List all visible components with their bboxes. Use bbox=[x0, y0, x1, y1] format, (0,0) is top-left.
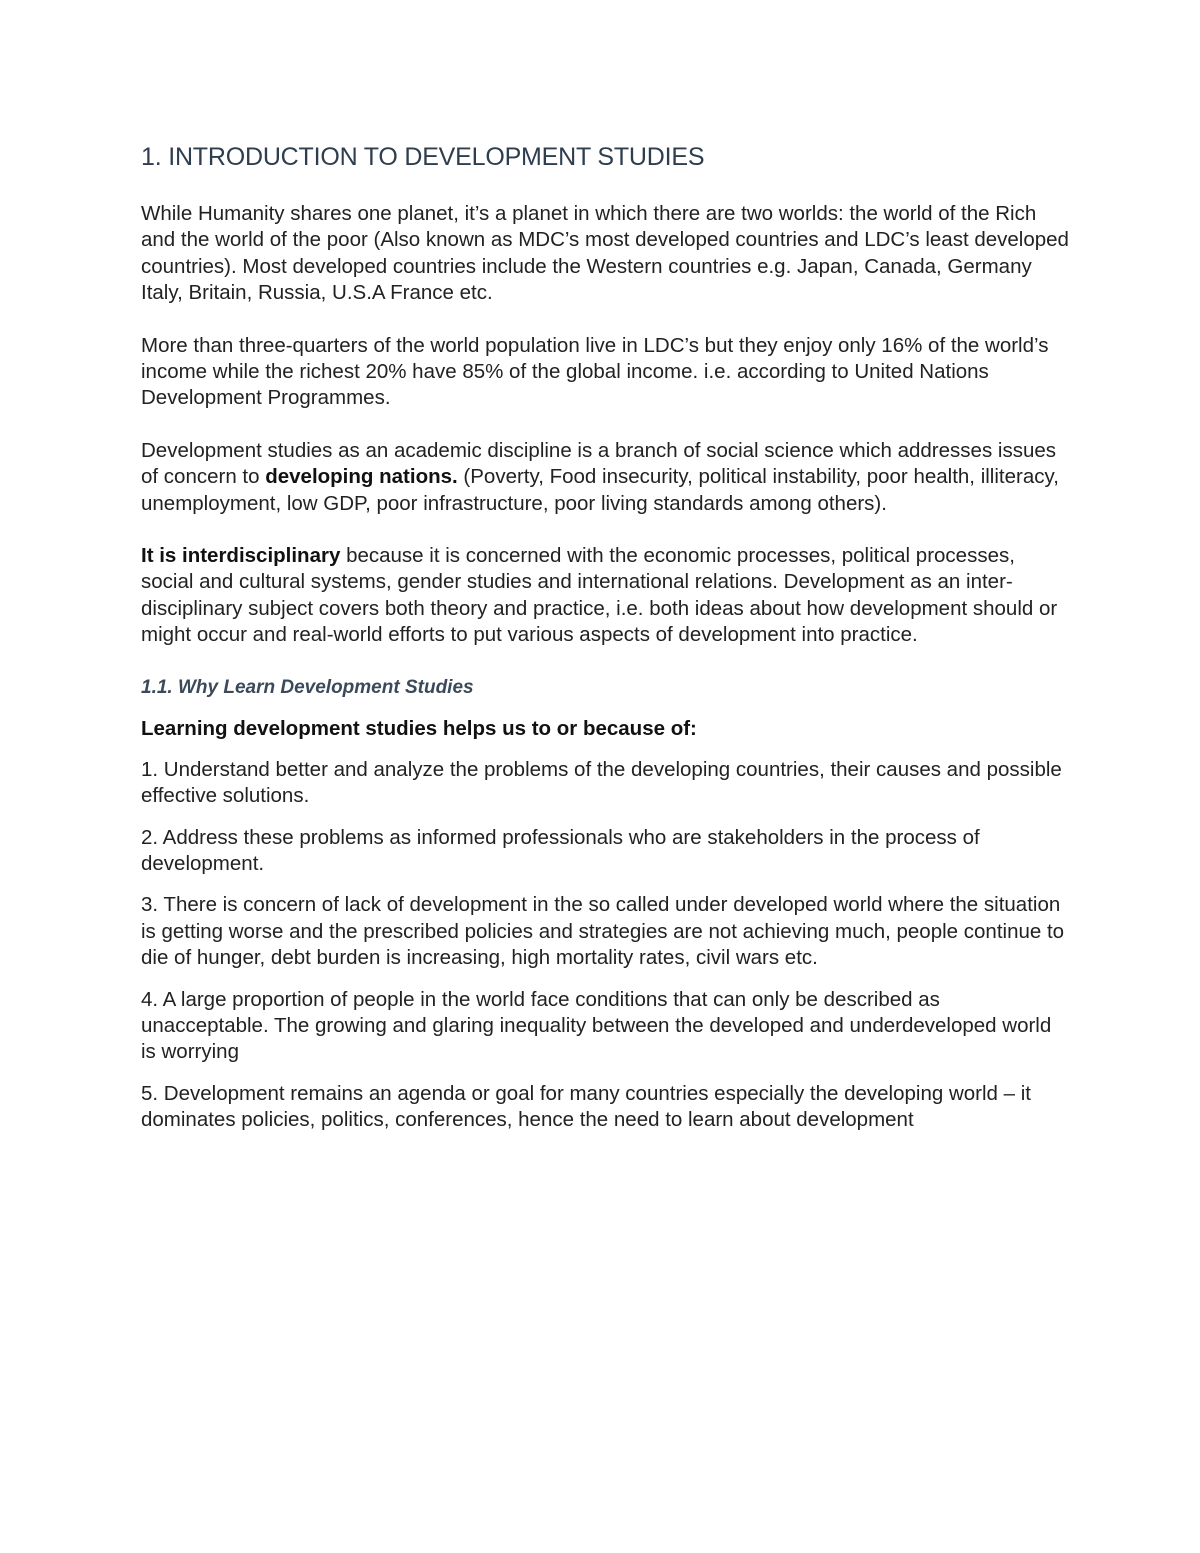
section-lead: Learning development studies helps us to or because of: bbox=[141, 716, 697, 740]
paragraph-interdisciplinary bbox=[141, 543, 1071, 649]
definition-text-after: (Poverty, Food insecurity, political instability, poor health, illiteracy, unemployment, low GDP, poor infrastructure, poor living standards among others). bbox=[141, 465, 1059, 515]
list-item: 2. Address these problems as informed professionals who are stakeholders in the process of development. bbox=[141, 825, 980, 875]
list-item: 3. There is concern of lack of development in the so called under developed world where the situation is getting worse and the prescribed policies and strategies are not achieving much, people continue to die of hunger, debt burden is increasing, high mortality rates, civil wars etc. bbox=[141, 893, 1065, 970]
paragraph-intro: While Humanity shares one planet, it’s a planet in which there are two worlds: the world of the Rich and the world of the poor (Also known as MDC’s most developed countries and LDC’s least developed countries). Most developed countries include the Western countries e.g. Japan, Canada, Germany Italy, Britain, Russia, U.S.A France etc. bbox=[141, 202, 1069, 305]
document-page bbox=[141, 140, 1071, 1149]
interdisciplinary-text: because it is concerned with the economic processes, political processes, social and cultural systems, gender studies and international relations. Development as an inter-disciplinary subject covers both theory and practice, i.e. both ideas about how development should or might occur and real-world efforts to put various aspects of development into practice. bbox=[141, 544, 1058, 647]
interdisciplinary-bold-term: It is interdisciplinary bbox=[141, 544, 341, 568]
list-item: 4. A large proportion of people in the world face conditions that can only be described as unacceptable. The growing and glaring inequality between the developed and underdeveloped world is worrying bbox=[141, 987, 1052, 1064]
definition-bold-term: developing nations. bbox=[265, 465, 458, 489]
definition-text-before: Development studies as an academic discipline is a branch of social science which addresses issues of concern to bbox=[141, 438, 1056, 489]
list-item: 1. Understand better and analyze the problems of the developing countries, their causes and possible effective solutions. bbox=[141, 757, 1062, 808]
page-title: 1. INTRODUCTION TO DEVELOPMENT STUDIES bbox=[141, 143, 705, 171]
paragraph-definition bbox=[141, 438, 1071, 517]
list-item: 5. Development remains an agenda or goal for many countries especially the developing world – it dominates policies, politics, conferences, hence the need to learn about development bbox=[141, 1081, 1031, 1132]
section-heading-why-learn: 1.1. Why Learn Development Studies bbox=[141, 676, 474, 698]
paragraph-population: More than three-quarters of the world population live in LDC’s but they enjoy only 16% of the world’s income while the richest 20% have 85% of the global income. i.e. according to United Nations Development Programmes. bbox=[141, 333, 1049, 410]
